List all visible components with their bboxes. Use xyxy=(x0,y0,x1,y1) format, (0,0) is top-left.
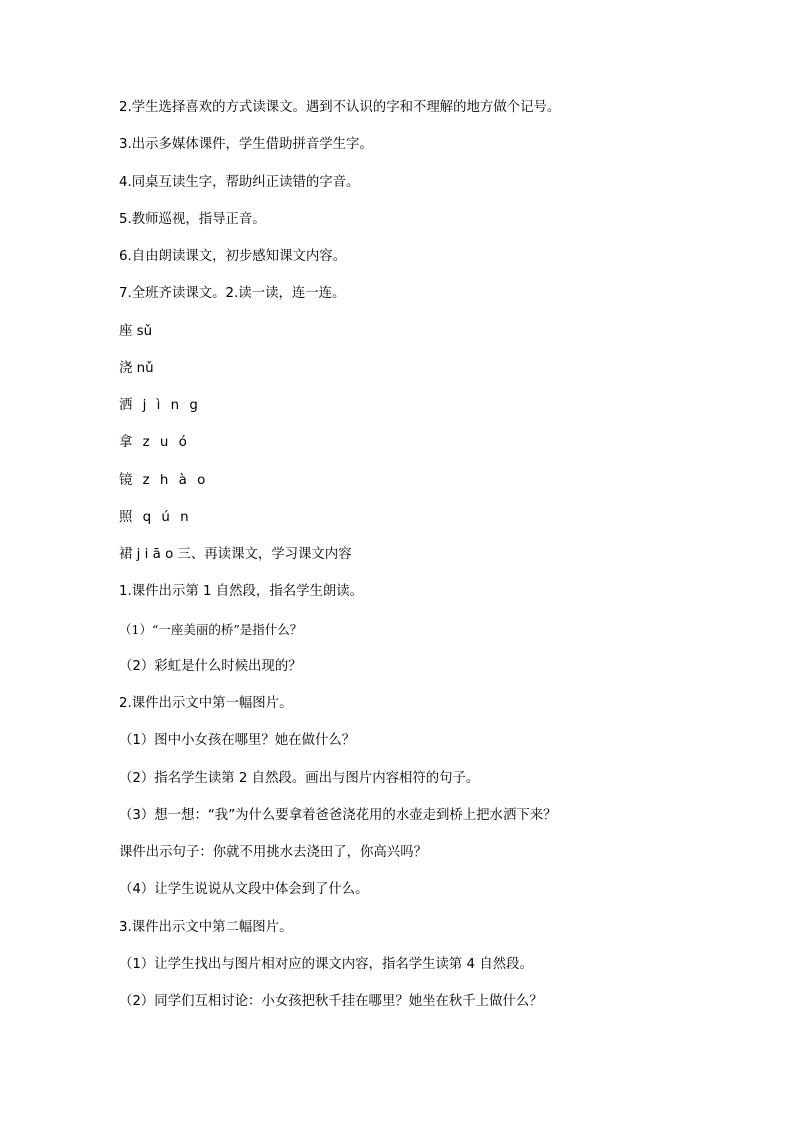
step-7-class-reading: 7.全班齐读课文。2.读一读，连一连。 xyxy=(119,286,346,301)
question-why-water: （3）想一想：“我”为什么要拿着爸爸浇花用的水壶走到桥上把水洒下来？ xyxy=(119,808,557,823)
question-swing: （2）同学们互相讨论：小女孩把秋千挂在哪里？她坐在秋千上做什么？ xyxy=(119,994,543,1009)
step-5-teacher-patrol: 5.教师巡视，指导正音。 xyxy=(119,212,266,227)
section-3-step-3: 3.课件出示文中第二幅图片。 xyxy=(119,920,293,935)
question-beautiful-bridge: （1）“一座美丽的桥”是指什么？ xyxy=(119,622,303,637)
question-rainbow-time: （2）彩虹是什么时候出现的？ xyxy=(119,659,302,674)
courseware-sentence: 课件出示句子：你就不用挑水去浇田了，你高兴吗？ xyxy=(119,845,427,860)
match-item-jing: 镜 z h à o xyxy=(119,473,209,488)
instruction-find-content: （1）让学生找出与图片相对应的课文内容，指名学生读第 4 自然段。 xyxy=(119,957,533,972)
step-3-multimedia: 3.出示多媒体课件，学生借助拼音学生字。 xyxy=(119,137,373,152)
section-3-step-1: 1.课件出示第 1 自然段，指名学生朗读。 xyxy=(119,584,364,599)
match-item-qun-and-section-3-heading: 裙 j i ā o 三、再读课文，学习课文内容 xyxy=(119,547,352,562)
step-4-peer-reading: 4.同桌互读生字，帮助纠正读错的字音。 xyxy=(119,175,360,190)
match-item-zhao: 照 q ú n xyxy=(119,510,192,525)
match-item-na: 拿 z u ó xyxy=(119,435,190,450)
section-3-step-2: 2.课件出示文中第一幅图片。 xyxy=(119,696,293,711)
match-item-zuo: 座 sǔ xyxy=(119,324,153,339)
match-item-sa: 洒 j ì n g xyxy=(119,398,201,413)
instruction-discuss-feeling: （4）让学生说说从文段中体会到了什么。 xyxy=(119,882,369,897)
question-girl-where: （1）图中小女孩在哪里？她在做什么？ xyxy=(119,733,356,748)
step-6-free-reading: 6.自由朗读课文，初步感知课文内容。 xyxy=(119,249,347,264)
instruction-read-paragraph-2: （2）指名学生读第 2 自然段。画出与图片内容相符的句子。 xyxy=(119,771,480,786)
match-item-jiao: 浇 nǔ xyxy=(119,361,154,376)
step-2-read-text: 2.学生选择喜欢的方式读课文。遇到不认识的字和不理解的地方做个记号。 xyxy=(119,100,561,115)
